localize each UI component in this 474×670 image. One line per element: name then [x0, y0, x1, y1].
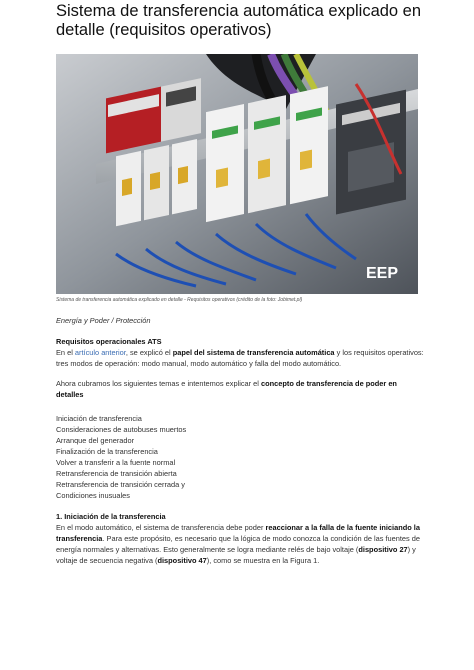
list-item: Retransferencia de transición cerrada y [56, 480, 185, 489]
topics-list [56, 413, 426, 501]
list-item: Volver a transferir a la fuente normal [56, 458, 176, 467]
list-item: Iniciación de transferencia [56, 414, 142, 423]
article-photo [56, 54, 418, 294]
list-item: Finalización de la transferencia [56, 447, 158, 456]
switchgear-photo-illustration [56, 54, 418, 294]
section-1 [56, 511, 426, 566]
section-ats-heading: Requisitos operacionales ATS [56, 337, 162, 346]
eep-logo: EEP [366, 265, 399, 282]
list-item: Retransferencia de transición abierta [56, 469, 177, 478]
previous-article-link[interactable]: artículo anterior [74, 348, 126, 357]
list-item: Consideraciones de autobuses muertos [56, 425, 187, 434]
list-item: Condiciones inusuales [56, 491, 130, 500]
section-1-paragraph: En el modo automático, el sistema de transferencia debe poder reaccionar a la falla de la fuente iniciando la transferencia. Para este propósito, es necesario que la lógica de modo conozca la condición de las fuentes de energía normales y alternativas. Esto generalmente se logra mediante relés de bajo voltaje (dispositivo 27) y voltaje de secuencia negativa (dispositivo 47), como se muestra en la Figura 1. [56, 523, 421, 565]
photo-caption: Sistema de transferencia automática explicado en detalle - Requisitos operativos (crédito de la foto: Jobimet.pl) [56, 297, 303, 303]
intro-paragraph: Ahora cubramos los siguientes temas e intentemos explicar el concepto de transferencia de poder en detalles [56, 379, 397, 399]
category-label: Energía y Poder / Protección [56, 316, 151, 325]
section-ats-paragraph: En el artículo anterior, se explicó el papel del sistema de transferencia automática y los requisitos operativos: tres modos de operación: modo manual, modo automático y falla del modo automático. [56, 348, 424, 368]
section-ats [56, 336, 426, 369]
page-title: Sistema de transferencia automática explicado en detalle (requisitos operativos) [56, 2, 422, 39]
list-item: Arranque del generador [56, 436, 135, 445]
section-1-heading: 1. Iniciación de la transferencia [56, 512, 166, 521]
